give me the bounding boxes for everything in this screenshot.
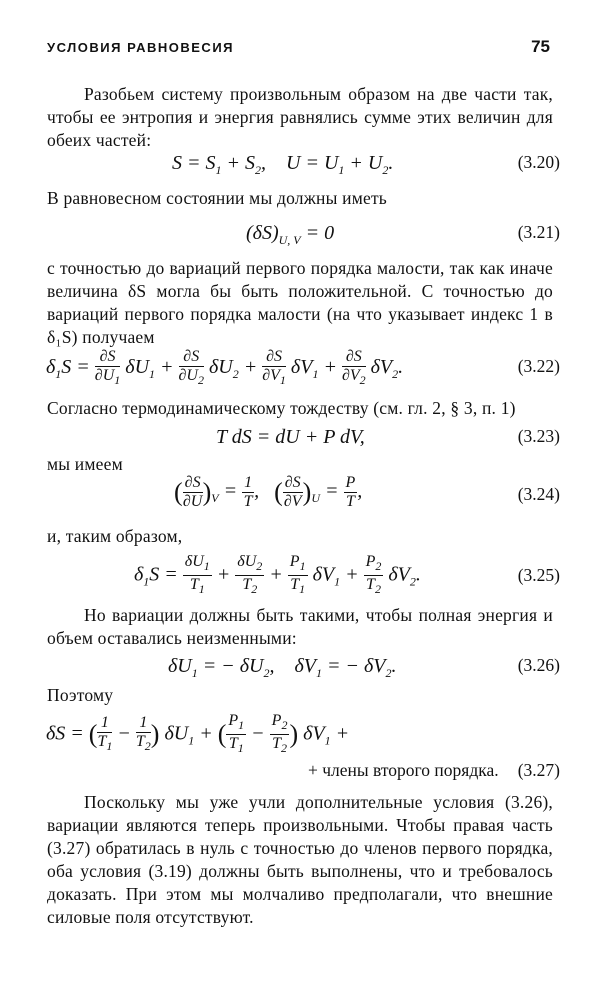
equation-3-25 — [40, 553, 560, 599]
paragraph-4: Согласно термодинамическому тождеству (см. гл. 2, § 3, п. 1) — [47, 398, 516, 418]
equation-number: (3.20) — [517, 152, 560, 172]
equation-3-27-tail: + члены второго порядка. — [308, 760, 499, 780]
equation-number: (3.25) — [517, 565, 560, 585]
equation-3-23-body: T dS = dU + P dV, — [216, 426, 365, 448]
equation-3-22 — [40, 346, 560, 392]
paragraph-8: Поэтому — [47, 685, 114, 705]
equation-3-21 — [40, 222, 560, 262]
equation-3-25-body: $\delta_1S$ = $\frac{\delta U_1}{T_1}$ + $\frac{\delta U_2}{T_2}$ + $\frac{P_1}{T_1}$ $\delta V_1$ + $\frac{P_2}{T_2}$ $\delta V_2$. — [134, 553, 421, 597]
equation-number: (3.23) — [517, 426, 560, 446]
running-title: УСЛОВИЯ РАВНОВЕСИЯ — [47, 40, 235, 55]
equation-3-24 — [40, 474, 560, 522]
equation-number: (3.24) — [517, 484, 560, 504]
equation-3-20-body: $S = S_1 + S_2$, $U = U_1 + U_2$. — [172, 152, 394, 177]
paragraph-9: Поскольку мы уже учли дополнительные условия (3.26), вариации являются теперь произвольными. Чтобы правая часть (3.27) обратилась в нуль с точностью до членов первого порядка, оба условия (3.19) должны быть выполнены, что и требовалось доказать. При этом мы молчаливо предполагали, что внешние силовые поля отсутствуют. — [47, 792, 553, 927]
paragraph-3: с точностью до вариаций первого порядка малости, так как иначе величина δS могла бы быть положительной. С точностью до вариаций первого порядка малости (на что указывает индекс 1 в δ₁S) получаем — [47, 258, 553, 347]
equation-3-24-body: ( $\frac{\partial S}{\partial U}$ )$_V$ = $\frac{1}{T}$ , ( $\frac{\partial S}{\partial V}$ )$_U$ = $\frac{P}{T}$ , — [174, 474, 363, 510]
paragraph-5: мы имеем — [47, 454, 123, 474]
equation-3-27-body: δS = ( $\frac{1}{T_1}$ − $\frac{1}{T_2}$ ) $\delta U_1$ + ( $\frac{P_1}{T_1}$ − $\frac{P_2}{T_2}$ ) $\delta V_1$ + — [46, 712, 350, 756]
paragraph-7: Но вариации должны быть такими, чтобы полная энергия и объем оставались неизменными: — [47, 605, 553, 648]
equation-number: (3.22) — [517, 356, 560, 376]
equation-number: (3.21) — [517, 222, 560, 242]
equation-3-26-body: $\delta U_1$ = − $\delta U_2$, $\delta V_1$ = − $\delta V_2$. — [168, 655, 397, 680]
page-number: 75 — [531, 37, 550, 56]
equation-3-27-line-1 — [40, 712, 560, 758]
equation-3-27-line-2 — [40, 760, 560, 788]
paragraph-2: В равновесном состоянии мы должны иметь — [47, 188, 387, 208]
equation-3-22-body: $\delta_1S$ = $\frac{\partial S}{\partial U_1}$ $\delta U_1$ + $\frac{\partial S}{\partial U_2}$ $\delta U_2$ + $\frac{\partial S}{\partial V_1}$ $\delta V_1$ + $\frac{\partial S}{\partial V_2}$ $\delta V_2$. — [46, 348, 404, 388]
equation-number: (3.26) — [517, 655, 560, 675]
equation-number: (3.27) — [517, 760, 560, 780]
page-header — [47, 37, 550, 60]
paragraph-6: и, таким образом, — [47, 526, 183, 546]
equation-3-21-body: $(\delta S)_{U, V} = 0$ — [246, 222, 335, 247]
equation-3-20 — [40, 152, 560, 192]
paragraph-1: Разобьем систему произвольным образом на две части так, чтобы ее энтропия и энергия равнялись сумме этих величин для обеих частей: — [47, 84, 553, 150]
